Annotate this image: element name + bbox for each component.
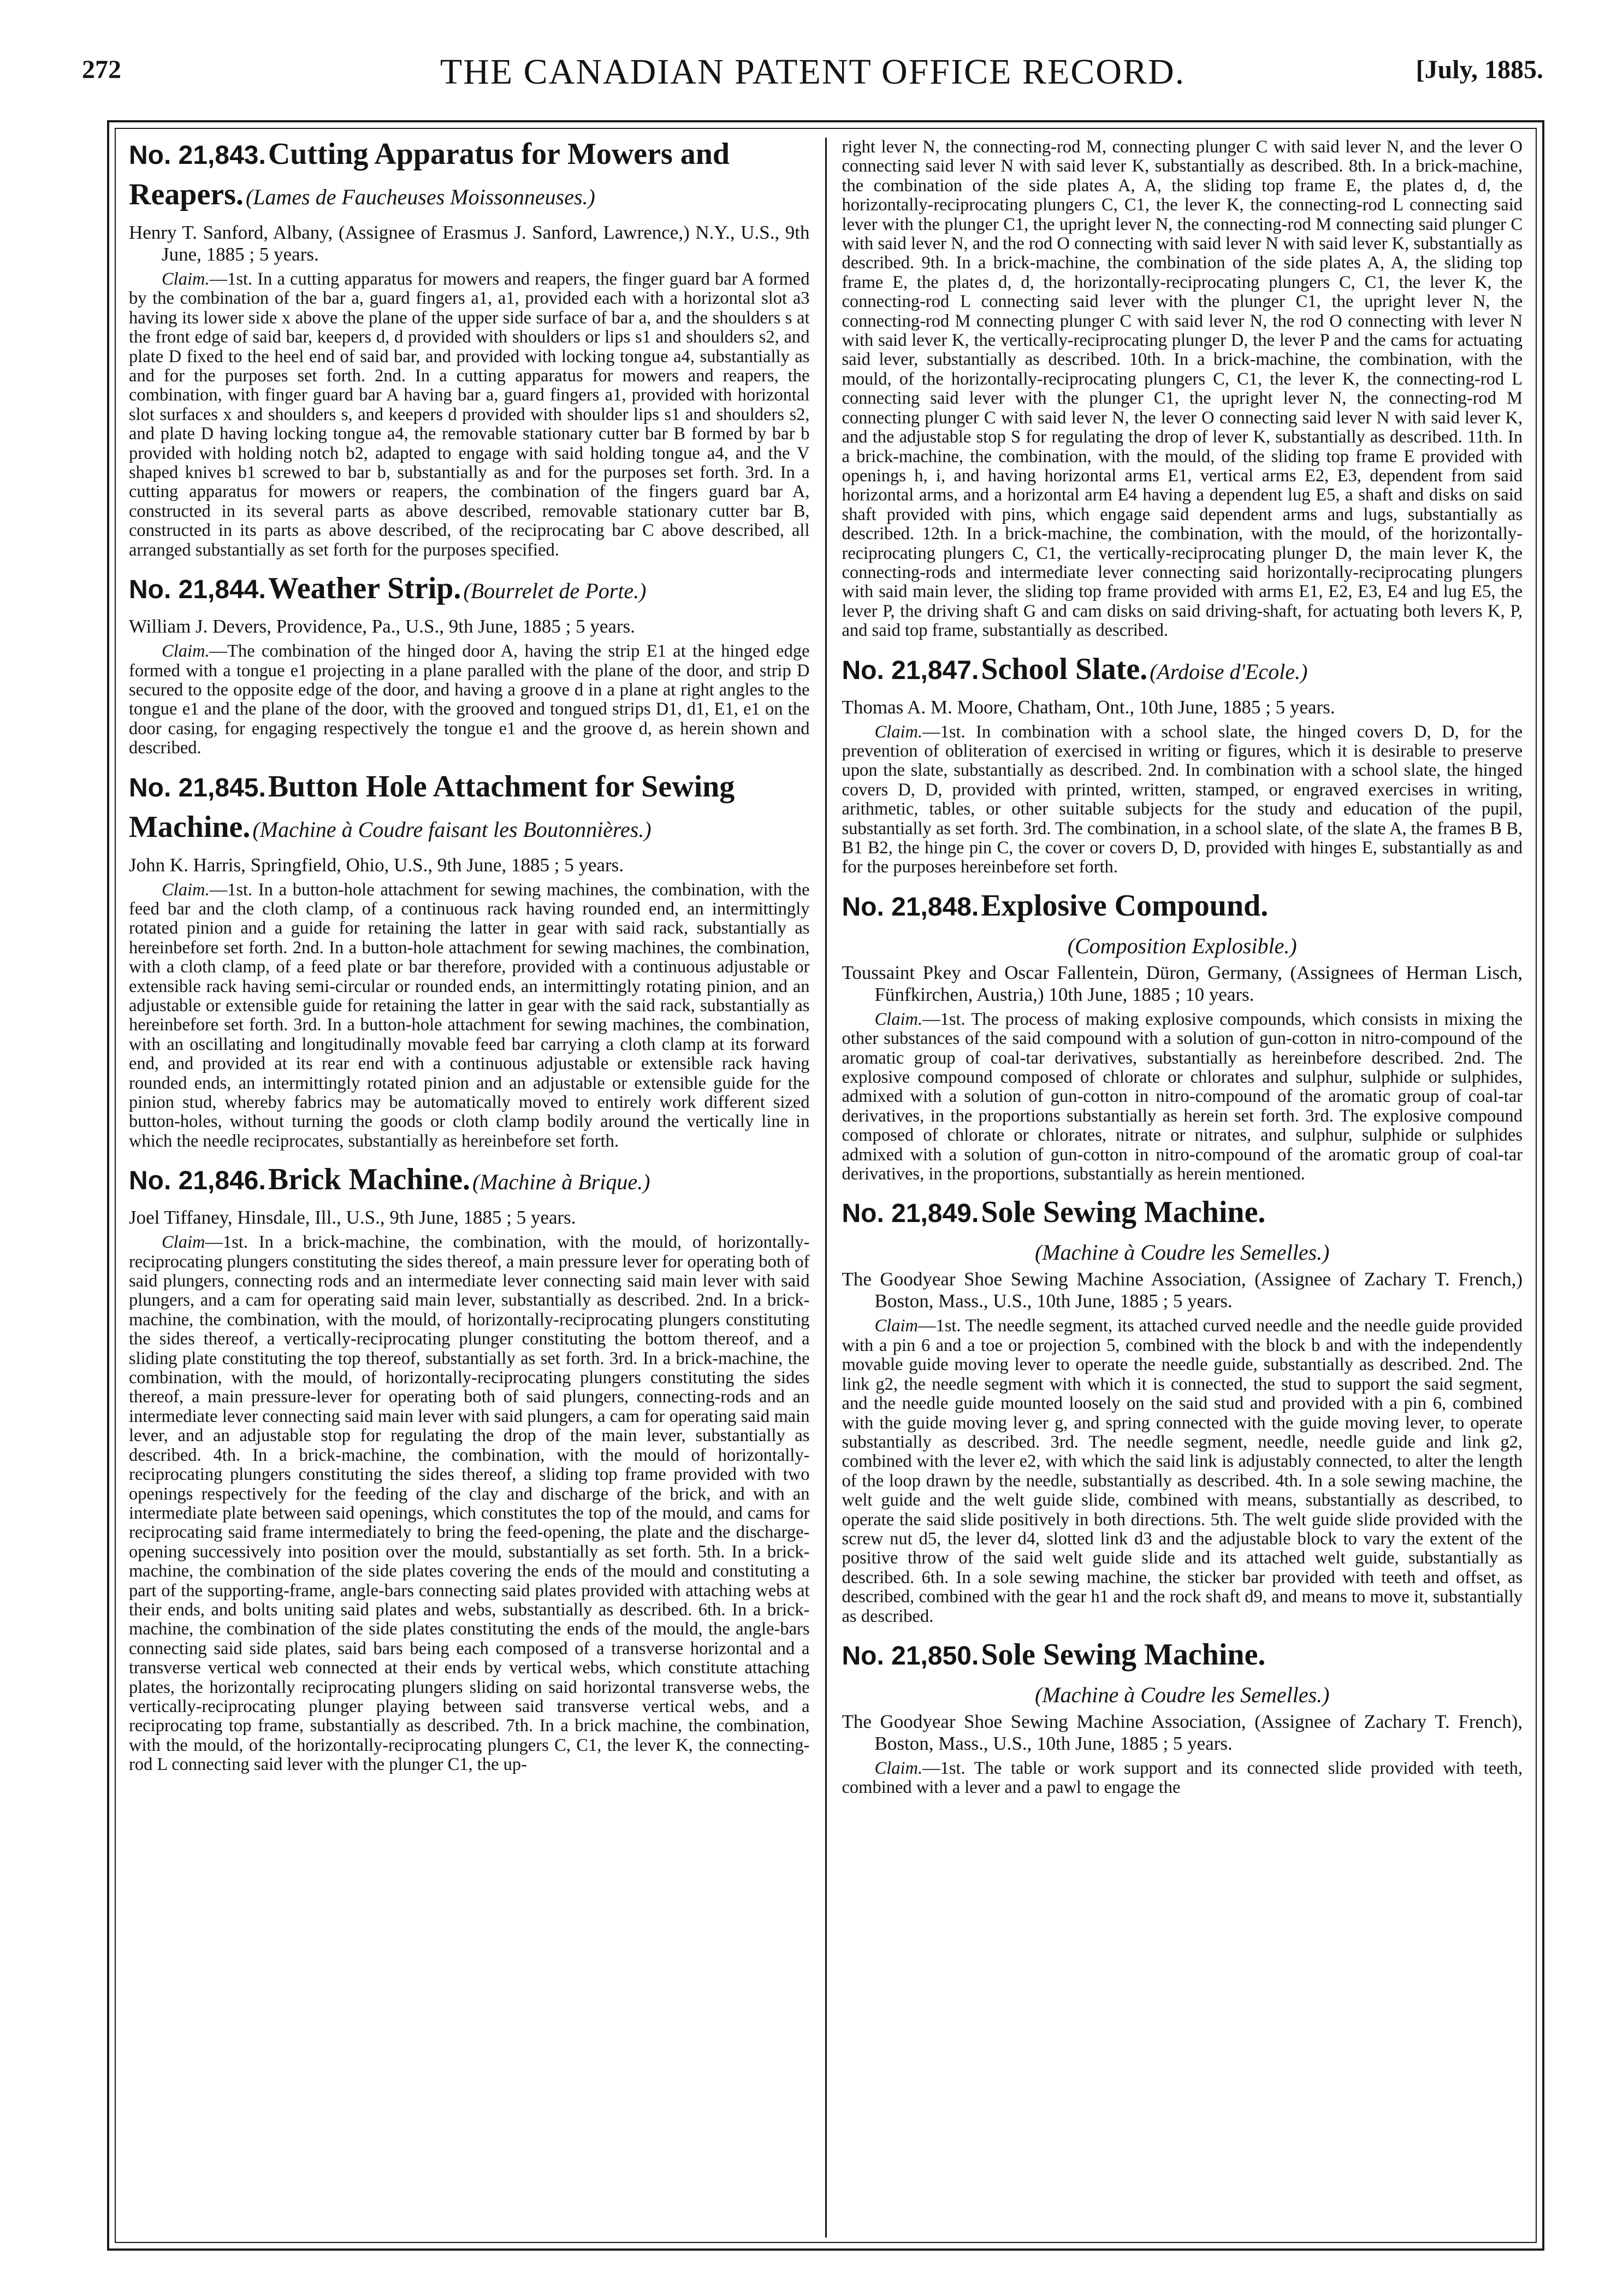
french-title: (Machine à Coudre les Semelles.) xyxy=(1035,1240,1330,1265)
patent-number: No. 21,848. xyxy=(842,892,979,922)
french-title: (Machine à Brique.) xyxy=(472,1170,650,1195)
inventor-line: John K. Harris, Springfield, Ohio, U.S., 9th June, 1885 ; 5 years. xyxy=(129,854,624,876)
claim-body: —1st. The table or work support and its connected slide provided with teeth, combined with a lever and a pawl to engage the xyxy=(842,1758,1523,1798)
french-title: (Bourrelet de Porte.) xyxy=(463,579,647,604)
inventor-line: The Goodyear Shoe Sewing Machine Association, (Assignee of Zachary T. French,) Boston, Mass., U.S., 10th June, 1885 ; 5 years. xyxy=(842,1268,1523,1312)
inventor-line: Thomas A. M. Moore, Chatham, Ont., 10th June, 1885 ; 5 years. xyxy=(842,696,1335,718)
french-title: (Machine à Coudre faisant les Boutonnières.) xyxy=(252,817,652,842)
right-column xyxy=(825,138,1523,2238)
patent-entry-21847 xyxy=(842,653,1523,877)
inventor-line: The Goodyear Shoe Sewing Machine Association, (Assignee of Zachary T. French), Boston, Mass., U.S., 10th June, 1885 ; 5 years. xyxy=(842,1710,1523,1754)
patent-number: No. 21,847. xyxy=(842,656,979,685)
entry-heading xyxy=(129,138,810,219)
left-column xyxy=(129,138,825,2238)
claim-text xyxy=(842,1759,1523,1798)
patent-title: Sole Sewing Machine. xyxy=(981,1195,1266,1230)
french-title: (Machine à Coudre les Semelles.) xyxy=(1035,1682,1330,1707)
issue-date: [July, 1885. xyxy=(1416,55,1543,84)
claim-text xyxy=(129,1233,810,1774)
patent-entry-21845 xyxy=(129,770,810,1152)
entry-heading xyxy=(842,889,1523,930)
patent-entry-21849 xyxy=(842,1196,1523,1626)
two-column-body xyxy=(129,138,1523,2238)
claim-text xyxy=(842,1010,1523,1184)
claim-label: Claim. xyxy=(162,880,210,900)
patent-title: School Slate. xyxy=(981,652,1148,686)
claim-text xyxy=(129,642,810,758)
page-header xyxy=(82,51,1543,101)
patent-number: No. 21,843. xyxy=(129,141,266,170)
running-title: THE CANADIAN PATENT OFFICE RECORD. xyxy=(440,52,1186,92)
patent-title: Sole Sewing Machine. xyxy=(981,1637,1266,1672)
patent-title: Weather Strip. xyxy=(268,571,461,606)
patent-entry-21848 xyxy=(842,889,1523,1184)
patent-entry-21844 xyxy=(129,572,810,758)
claim-text xyxy=(842,723,1523,877)
patent-number: No. 21,850. xyxy=(842,1641,979,1671)
claim-body: —1st. The process of making explosive compounds, which consists in mixing the other substances of the said compound with a solution of gun-cotton in nitro-compound of the aromatic group of coal-tar derivatives, substantially as hereinbefore described. 2nd. The explosive compound composed of chlorate or chlorates and sulphur, sulphide or sulphides, admixed with a solution of gun-cotton in nitro-compound of the aromatic group of coal-tar derivatives, in the proportions substantially as herein set forth. 3rd. The explosive compound composed of chlorate or chlorates, nitrate or nitrates, and sulphur, sulphide or sulphides admixed with a solution of gun-cotton in nitro-compound of the aromatic group of coal-tar derivatives, in the proportions, substantially as herein mentioned. xyxy=(842,1009,1523,1184)
inventor-line: Joel Tiffaney, Hinsdale, Ill., U.S., 9th June, 1885 ; 5 years. xyxy=(129,1207,576,1229)
inventor-line: Henry T. Sanford, Albany, (Assignee of Erasmus J. Sanford, Lawrence,) N.Y., U.S., 9th June, 1885 ; 5 years. xyxy=(129,222,810,265)
french-title: (Lames de Faucheuses Moissonneuses.) xyxy=(245,185,595,209)
patent-number: No. 21,849. xyxy=(842,1199,979,1229)
patent-number: No. 21,845. xyxy=(129,773,266,802)
claim-label: Claim. xyxy=(874,722,923,742)
french-title: (Ardoise d'Ecole.) xyxy=(1150,659,1308,684)
entry-heading xyxy=(842,1638,1523,1679)
claim-body: —1st. In combination with a school slate, the hinged covers D, D, for the prevention of obliteration of exercised in writing or figures, which it is desirable to preserve upon the slate, substantially as described. 2nd. In combination with a school slate, the hinged covers D, D, provided with printed, written, stamped, or engraved exercises in writing, arithmetic, tables, or other suitable subjects for the study and education of the pupil, substantially as set forth. 3rd. The combination, in a school slate, of the slate A, the frames B B, B1 B2, the hinge pin C, the cover or covers D, D, provided with hinges E, substantially as and for the purposes hereinbefore set forth. xyxy=(842,722,1523,877)
patent-number: No. 21,844. xyxy=(129,575,266,605)
claim-label: Claim xyxy=(874,1316,918,1336)
entry-heading xyxy=(129,572,810,612)
claim-text xyxy=(842,1317,1523,1626)
claim-body: —1st. The needle segment, its attached curved needle and the needle guide provided with a pin 6 and a toe or projection 5, combined with the block b and with the independently movable guide moving lever to operate the needle guide, substantially as described. 2nd. The link g2, the needle segment with which it is connected, the stud to support the said segment, and the needle guide mounted loosely on the said stud and provided with a pin 6, combined with the guide moving lever g, and spring connected with the guide moving lever, to operate substantially as described. 3rd. The needle segment, needle, needle guide and link g2, combined with the lever e2, with which the said link is adjustably connected, to alter the length of the loop drawn by the needle, substantially as described. 4th. In a sole sewing machine, the welt guide and the welt guide slide, combined with means, substantially as described, to operate the said slide positively in both directions. 5th. The welt guide slide provided with the screw nut d5, the lever d4, slotted link d3 and the adjustable block to vary the extent of the positive throw of the said welt guide slide and its attached welt guide, substantially as described. 6th. In a sole sewing machine, the sticker bar provided with teeth and offset, as described, combined with the gear h1 and the rock shaft d9, and means to move it, substantially as described. xyxy=(842,1316,1523,1626)
page-frame xyxy=(107,120,1544,2251)
claim-label: Claim. xyxy=(874,1758,923,1778)
patent-title: Brick Machine. xyxy=(268,1162,470,1197)
entry-heading xyxy=(129,770,810,851)
claim-text xyxy=(129,881,810,1152)
claim-label: Claim xyxy=(162,1232,205,1253)
french-title: (Composition Explosible.) xyxy=(1067,933,1297,958)
claim-body: —1st. In a cutting apparatus for mowers and reapers, the finger guard bar A formed by the combination of the bar a, guard fingers a1, a1, provided each with a horizontal slot a3 having its lower side x above the plane of the upper side surface of bar a, and the shoulders s at the front edge of said bar, keepers d, d provided with shoulders or lips s1 and shoulders s2, and plate D fixed to the heel end of said bar, and provided with locking tongue a4, substantially as and for the purposes set forth. 2nd. In a cutting apparatus for mowers and reapers, the combination, with finger guard bar A having bar a, guard fingers a1, provided with horizontal slot surfaces x and shoulders s, and keepers d provided with shoulder lips s1 and shoulders s2, and plate D having locking tongue a4, the removable stationary cutter bar B formed by bar b provided with holding notch b2, adapted to engage with said holding tongue a4, and the V shaped knives b1 screwed to bar b, substantially as and for the purposes set forth. 3rd. In a cutting apparatus for mowers or reapers, the combination of the fingers guard bar A, constructed in its several parts as above described, removable stationary cutter bar B, constructed in its parts as above described, of the reciprocating bar C above described, all arranged substantially as set forth for the purposes specified. xyxy=(129,269,810,560)
claim-body: —1st. In a brick-machine, the combination, with the mould, of horizontally-reciprocating plungers constituting the sides thereof, a main pressure lever for operating both of said plungers, connecting rods and an intermediate lever connecting said main lever with said plungers, and a cam for operating said main lever, substantially as described. 2nd. In a brick-machine, the combination, with the mould, of horizontally-reciprocating plungers constituting the sides thereof, a vertically-reciprocating plunger constituting the bottom thereof, and a sliding plate constituting the top thereof, substantially as set forth. 3rd. In a brick-machine, the combination, with the mould, of horizontally-reciprocating plungers constituting the sides thereof, a main pressure-lever for operating both of said plungers, connecting-rods and an intermediate lever connecting said main lever with said plungers, a cam for operating said main lever, and an adjustable stop for regulating the drop of the main lever, substantially as described. 4th. In a brick-machine, the combination, with the mould of horizontally-reciprocating plungers constituting the sides thereof, a sliding top frame provided with two openings respectively for the feeding of the clay and discharge of the brick, and with an intermediate plate between said openings, which constitutes the top of the mould, and cams for reciprocating said frame intermediately to bring the feed-opening, the plate and the discharge-opening successively into position over the mould, substantially as set forth. 5th. In a brick-machine, the combination of the side plates covering the ends of the mould and constituting a part of the supporting-frame, angle-bars connecting said plates provided with attaching webs at their ends, and bolts uniting said plates and webs, substantially as described. 6th. In a brick-machine, the combination of the side plates constituting the ends of the mould, the angle-bars connecting said side plates, said bars being each composed of a transverse horizontal and a transverse vertical web connected at their ends by vertical webs, which constitute attaching plates, the horizontally reciprocating plungers sliding on said horizontal transverse webs, the vertically-reciprocating plunger playing between said transverse vertical webs, and a reciprocating top frame, substantially as described. 7th. In a brick machine, the combination, with the mould, of the horizontally-reciprocating plungers C, C1, the lever K, the connecting-rod L connecting said lever with the plunger C1, the up- xyxy=(129,1232,810,1775)
patent-title: Button Hole Attachment for Sewing Machine. xyxy=(129,769,735,844)
claim-body: —1st. In a button-hole attachment for sewing machines, the combination, with the feed bar and the cloth clamp, of a continuous rack having rounded end, an intermittingly rotated pinion and a guide for retaining the latter in gear with said rack, substantially as hereinbefore set forth. 2nd. In a button-hole attachment for sewing machines, the combination, with a cloth clamp, of a feed plate or bar therefore, provided with a continuous adjustable or extensible rack having semi-circular or rounded ends, an intermittingly rotating pinion, and an adjustable or extensible guide for retaining the latter in gear with the said rack, substantially as hereinbefore set forth. 3rd. In a button-hole attachment for sewing machines, the combination, with an oscillating and longitudinally movable feed bar carrying a cloth clamp at its forward end, and provided at its rear end with a continuous adjustable or extensible rack having rounded ends, an intermittingly rotated pinion and an adjustable or extensible guide for the pinion stud, whereby fabrics may be automatically moved to entirely work different sized button-holes, without turning the goods or cloth clamp bodily around the vertically line in which the needle reciprocates, substantially as hereinbefore set forth. xyxy=(129,880,810,1151)
patent-entry-21843 xyxy=(129,138,810,560)
claim-label: Claim. xyxy=(874,1009,923,1029)
patent-title: Explosive Compound. xyxy=(981,888,1269,923)
patent-title: Cutting Apparatus for Mowers and Reapers. xyxy=(129,138,730,211)
patent-entry-21846 xyxy=(129,1163,810,1774)
claim-label: Claim. xyxy=(162,641,210,662)
patent-entry-21850 xyxy=(842,1638,1523,1798)
patent-number: No. 21,846. xyxy=(129,1166,266,1196)
continued-claim-text: right lever N, the connecting-rod M, connecting plunger C with said lever N, and the lever O connecting said lever N with said lever K, substantially as described. 8th. In a brick-machine, the combination of the side plates A, A, the sliding top frame E, the plates d, d, the horizontally-reciprocating plungers C, C1, the lever K, the connecting-rod L connecting said lever with the plunger C1, the upright lever N, the connecting-rod M connecting said plunger C with said lever N, and the rod O connecting with said lever N with said lever K, substantially as described. 9th. In a brick-machine, the combination of the side plates A, A, the sliding top frame E, the plates d, d, the horizontally-reciprocating plungers C, C1, the lever K, the connecting-rod L connecting said lever with the plunger C1, the upright lever N, the connecting-rod M connecting plunger C with said lever N, the rod O connecting with lever N with said lever K, the vertically-reciprocating plunger D, the lever P and the cams for actuating said lever, substantially as described. 10th. In a brick-machine, the combination, with the mould, of the horizontally-reciprocating plungers C, C1, the lever K, the connecting-rod L connecting said lever with the plunger C1, the upright lever N, the connecting-rod M connecting plunger C with said lever N, the lever O connecting said lever N with said lever K, and the adjustable stop S for regulating the drop of lever K, substantially as described. 11th. In a brick-machine, the combination, with the mould, of the sliding top frame E provided with openings h, i, and having horizontal arms E1, vertical arms E2, E3, dependent from said horizontal arms, and a horizontal arm E4 having a dependent lug E5, a shaft and disks on said shaft provided with pins, which engage said dependent arms and lugs, substantially as described. 12th. In a brick-machine, the combination, with the mould, of the horizontally-reciprocating plungers C, C1, the vertically-reciprocating plunger D, the main lever K, the connecting-rods and intermediate lever connecting said horizontally-reciprocating plungers with said main lever, the sliding top frame provided with arms E1, E2, E3, E4 and lug E5, the lever P, the driving shaft G and cam disks on said driving-shaft, for actuating both levers K, P, and said top frame, substantially as described. xyxy=(842,138,1523,641)
inventor-line: William J. Devers, Providence, Pa., U.S., 9th June, 1885 ; 5 years. xyxy=(129,616,635,638)
claim-label: Claim. xyxy=(162,269,210,289)
claim-body: —The combination of the hinged door A, having the strip E1 at the hinged edge formed with a tongue e1 projecting in a plane paralled with the plane of the door, and strip D secured to the opposite edge of the door, and having a groove d in a plane at right angles to the tongue e1 and the plane of the door, with the grooved and tongued strips D1, d1, E1, e1 on the door casing, for engaging respectively the tongue e1 and the groove d, as herein shown and described. xyxy=(129,641,810,758)
page-number: 272 xyxy=(82,55,121,84)
inventor-line: Toussaint Pkey and Oscar Fallentein, Düron, Germany, (Assignees of Herman Lisch, Fünfkirchen, Austria,) 10th June, 1885 ; 10 years. xyxy=(842,961,1523,1005)
entry-heading xyxy=(842,653,1523,693)
entry-heading xyxy=(842,1196,1523,1236)
entry-heading xyxy=(129,1163,810,1203)
claim-text xyxy=(129,270,810,560)
